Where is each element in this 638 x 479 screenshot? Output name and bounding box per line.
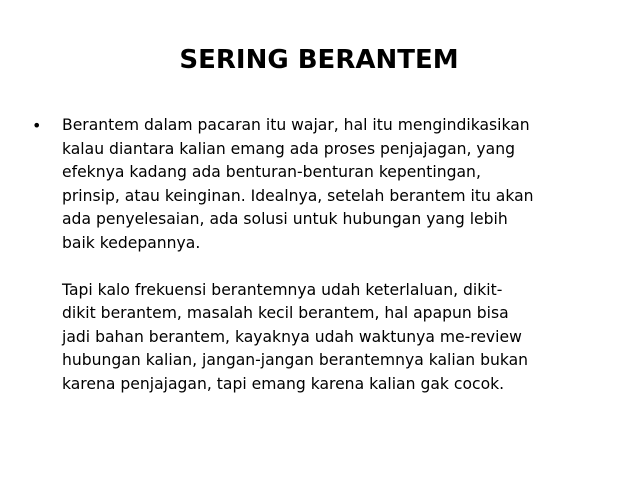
paragraph-1 [62,114,602,255]
paragraph-1-line-5: ada penyelesaian, ada solusi untuk hubungan yang lebih [62,210,508,228]
paragraph-2-line-3: jadi bahan berantem, kayaknya udah waktunya me-review [62,327,522,346]
paragraph-1-line-3: efeknya kadang ada benturan-benturan kepentingan, [62,163,481,181]
paragraph-2 [62,279,602,397]
paragraph-1-line-4: prinsip, atau keinginan. Idealnya, setelah berantem itu akan [62,186,534,205]
paragraph-1-line-2: kalau diantara kalian emang ada proses penjajagan, yang [62,139,515,158]
bullet-icon: • [32,116,42,135]
slide-title: SERING BERANTEM [179,45,459,75]
slide-body [32,114,602,396]
bullet-item [32,114,602,396]
paragraph-2-line-5: karena penjajagan, tapi emang karena kalian gak cocok. [62,374,505,393]
paragraph-1-line-1: Berantem dalam pacaran itu wajar, hal itu mengindikasikan [62,116,530,134]
paragraph-2-line-1: Tapi kalo frekuensi berantemnya udah keterlaluan, dikit- [62,280,503,299]
paragraph-2-line-2: dikit berantem, masalah kecil berantem, hal apapun bisa [62,304,509,322]
paragraph-2-line-4: hubungan kalian, jangan-jangan berantemnya kalian bukan [62,351,529,369]
paragraph-1-line-6: baik kedepannya. [62,233,201,252]
